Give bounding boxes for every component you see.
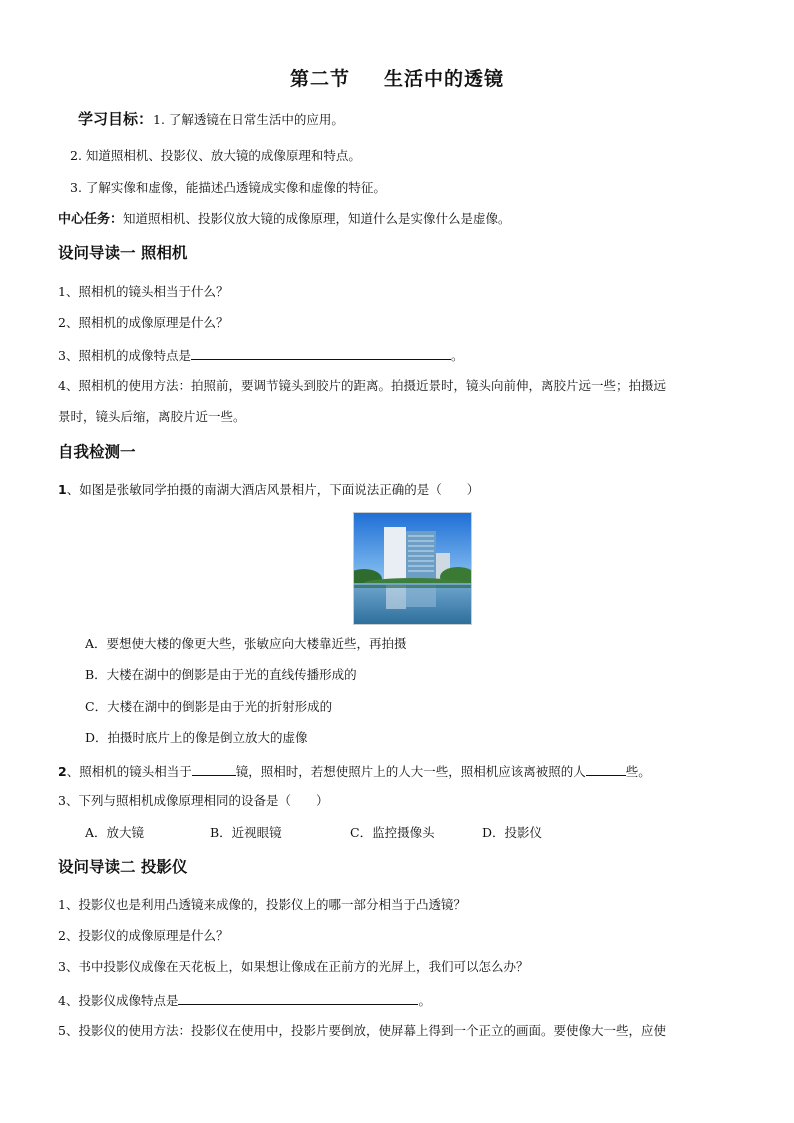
hotel-photo-image [354, 513, 471, 624]
goal-item-3: 3. 了解实像和虚像，能描述凸透镜成实像和虚像的特征。 [70, 180, 386, 195]
goal-item-2: 2. 知道照相机、投影仪、放大镜的成像原理和特点。 [70, 148, 361, 163]
section-name: 生活中的透镜 [384, 68, 505, 90]
q3-option-d: D．投影仪 [482, 825, 543, 840]
option-b: B．大楼在湖中的倒影是由于光的直线传播形成的 [85, 667, 357, 682]
check-question-1-number: 1 [58, 482, 67, 497]
answer-blank[interactable] [586, 761, 626, 776]
check-question-2-number: 2 [58, 764, 67, 779]
projector-question-2: 2、投影仪的成像原理是什么？ [58, 928, 229, 943]
check-question-1 [58, 481, 479, 499]
answer-blank[interactable] [192, 761, 236, 776]
central-task-label: 中心任务： [58, 212, 124, 227]
option-d: D．拍摄时底片上的像是倒立放大的虚像 [85, 730, 308, 745]
camera-question-3-end: 。 [450, 348, 464, 363]
check-question-2-part-2: 镜，照相时，若想使照片上的人大一些，照相机应该离被照的人 [235, 764, 586, 779]
learning-goals [78, 110, 344, 129]
q3-option-b: B．近视眼镜 [210, 825, 282, 840]
heading-projector: 设问导读二 投影仪 [58, 858, 188, 876]
check-question-2 [58, 761, 651, 781]
projector-question-4-end: 。 [418, 993, 431, 1008]
check-question-1-text: 、如图是张敏同学拍摄的南湖大酒店风景相片，下面说法正确的是（ ） [66, 482, 480, 497]
central-task-text: 知道照相机、投影仪放大镜的成像原理，知道什么是实像什么是虚像。 [123, 211, 511, 226]
projector-question-1: 1、投影仪也是利用凸透镜来成像的，投影仪上的哪一部分相当于凸透镜？ [58, 897, 466, 912]
camera-question-1: 1、照相机的镜头相当于什么？ [58, 284, 229, 299]
check-question-2-part-1: 、照相机的镜头相当于 [66, 764, 192, 779]
option-c: C．大楼在湖中的倒影是由于光的折射形成的 [85, 699, 333, 714]
projector-question-3: 3、书中投影仪成像在天花板上，如果想让像成在正前方的光屏上，我们可以怎么办？ [58, 959, 529, 974]
hotel-photo [353, 512, 472, 625]
camera-question-3 [58, 345, 463, 365]
answer-blank[interactable] [178, 990, 418, 1005]
projector-question-4 [58, 990, 431, 1010]
heading-camera: 设问导读一 照相机 [58, 244, 188, 262]
learning-goals-label: 学习目标： [78, 110, 154, 128]
option-a: A．要想使大楼的像更大些，张敏应向大楼靠近些，再拍摄 [85, 636, 407, 651]
heading-self-check-1: 自我检测一 [58, 443, 136, 461]
q3-option-c: C．监控摄像头 [350, 825, 435, 840]
check-question-2-part-3: 些。 [625, 764, 651, 779]
answer-blank[interactable] [191, 345, 451, 360]
camera-question-4-line-1: 4、照相机的使用方法：拍照前，要调节镜头到胶片的距离。拍摄近景时，镜头向前伸，离胶片远一些；拍摄远 [58, 378, 666, 393]
section-number: 第二节 [289, 68, 350, 90]
camera-question-3-text: 3、照相机的成像特点是 [58, 348, 191, 363]
central-task [58, 210, 511, 229]
camera-question-2: 2、照相机的成像原理是什么？ [58, 315, 229, 330]
q3-option-a: A．放大镜 [85, 825, 145, 840]
page-title [0, 64, 794, 91]
camera-question-4-line-2: 景时，镜头后缩，离胶片近一些。 [58, 409, 246, 424]
goal-item-1: 1. 了解透镜在日常生活中的应用。 [153, 112, 344, 127]
check-question-3: 3、下列与照相机成像原理相同的设备是（ ） [58, 793, 329, 808]
projector-question-5: 5、投影仪的使用方法：投影仪在使用中，投影片要倒放，使屏幕上得到一个正立的画面。要使像大一些，应使 [58, 1023, 666, 1038]
projector-question-4-text: 4、投影仪成像特点是 [58, 993, 179, 1008]
